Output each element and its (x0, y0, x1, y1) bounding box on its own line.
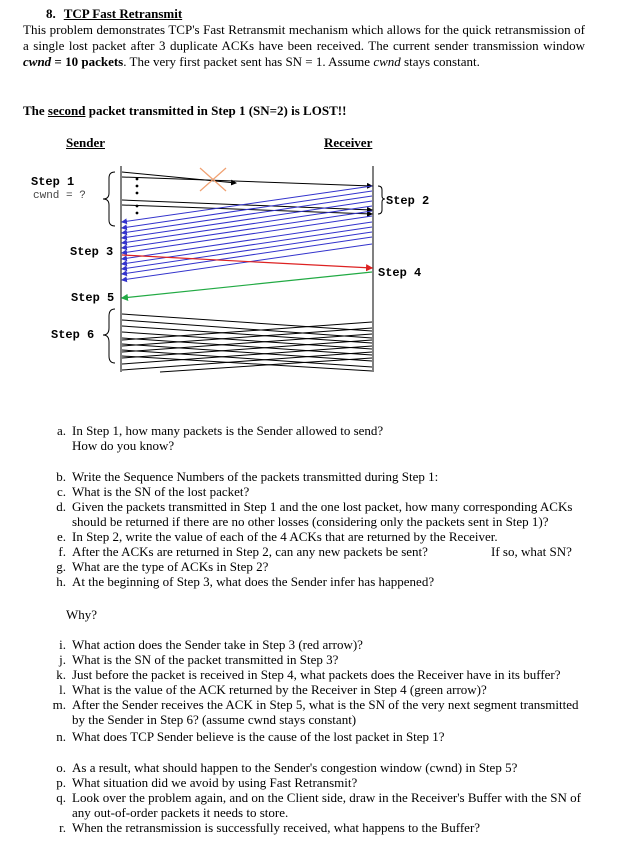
step1-brace (103, 172, 115, 226)
intro-equals: = (51, 54, 66, 69)
q-text: What action does the Sender take in Step 3 (red arrow)? (72, 637, 363, 652)
question-h (40, 574, 600, 589)
intro-cwnd-label: cwnd (23, 54, 52, 69)
q-text: What is the SN of the packet transmitted in Step 3? (72, 652, 339, 667)
q-text: At the beginning of Step 3, what does the Sender infer has happened? (72, 574, 435, 589)
ack-step2-2 (122, 191, 372, 228)
q-letter: m. (52, 697, 66, 712)
why-prompt: Why? (66, 607, 98, 622)
q-letter: q. (56, 790, 66, 805)
intro-cwnd-label-2: cwnd (373, 54, 401, 69)
step2-label: Step 2 (386, 194, 430, 208)
q-letter: r. (59, 820, 66, 835)
q-text: As a result, what should happen to the Sender's congestion window (cwnd) in Step 5? (72, 760, 518, 775)
q-letter: l. (59, 682, 66, 697)
question-r (40, 820, 600, 835)
q-letter: i. (59, 637, 66, 652)
step3-label: Step 3 (70, 245, 114, 259)
q-text: After the ACKs are returned in Step 2, can any new packets be sent? (72, 544, 428, 559)
q-text: When the retransmission is successfully received, what happens to the Buffer? (72, 820, 481, 835)
q-letter: f. (58, 544, 66, 559)
step1-label: Step 1 (31, 175, 75, 189)
step6-label: Step 6 (51, 328, 95, 342)
q-text: What situation did we avoid by using Fast Retransmit? (72, 775, 358, 790)
q-text: In Step 1, how many packets is the Sender allowed to send? (72, 423, 384, 438)
question-g (40, 559, 600, 574)
question-p (40, 775, 600, 790)
question-f-right: If so, what SN? (491, 544, 572, 559)
ack-green-arrow (122, 272, 372, 298)
q-letter: g. (56, 559, 66, 574)
packet-step1-2 (122, 177, 372, 186)
sender-label: Sender (66, 135, 105, 150)
q-text-2: How do you know? (72, 438, 175, 453)
step4-label: Step 4 (378, 266, 422, 280)
q-text: After the Sender receives the ACK in Step 5, what is the SN of the very next segment transmitted by the Sender in Step 6? (assume cwnd stays constant) (72, 697, 579, 727)
lost-second: second (47, 103, 86, 118)
question-o (40, 760, 600, 775)
question-n (40, 729, 600, 744)
receiver-label: Receiver (324, 135, 373, 150)
q-letter: o. (56, 760, 66, 775)
question-i (40, 637, 600, 652)
lost-post: packet transmitted in Step 1 (SN=2) is LOST!! (85, 103, 347, 118)
question-k (40, 667, 600, 682)
question-l (40, 682, 600, 697)
dot-2 (136, 185, 139, 188)
q-letter: p. (56, 775, 66, 790)
cwnd-annotation: cwnd = ? (33, 190, 86, 202)
q-letter: k. (56, 667, 66, 682)
ack-step2-7 (122, 216, 372, 253)
q-text: What is the SN of the lost packet? (72, 484, 250, 499)
question-e (40, 529, 600, 544)
question-d (40, 499, 600, 529)
q-text: What does TCP Sender believe is the cause of the lost packet in Step 1? (72, 729, 445, 744)
question-c (40, 484, 600, 499)
dot-1 (136, 178, 139, 181)
step5-label: Step 5 (71, 291, 115, 305)
question-j (40, 652, 600, 667)
q-text: What is the value of the ACK returned by the Receiver in Step 4 (green arrow)? (72, 682, 487, 697)
question-b (40, 469, 600, 484)
lost-pre: The (23, 103, 48, 118)
dot-4 (136, 205, 139, 208)
q-letter: e. (56, 529, 66, 544)
retransmit-arrow (122, 255, 372, 268)
q-text: In Step 2, write the value of each of the 4 ACKs that are returned by the Receiver. (72, 529, 498, 544)
q-letter: h. (56, 574, 66, 589)
question-m (40, 697, 600, 727)
q-letter: d. (56, 499, 66, 514)
q-letter: a. (56, 423, 66, 438)
q-text: Look over the problem again, and on the Client side, draw in the Receiver's Buffer with the SN of any out-of-order packets it needs to store. (72, 790, 581, 820)
dot-3 (136, 192, 139, 195)
q-letter: n. (56, 729, 66, 744)
intro-text-4: stays constant. (400, 54, 480, 69)
step2-brace (378, 186, 385, 214)
q-letter: b. (56, 469, 66, 484)
question-q (40, 790, 600, 820)
q-text: Just before the packet is received in Step 4, what packets does the Receiver have in its buffer? (72, 667, 561, 682)
q-text: Given the packets transmitted in Step 1 and the one lost packet, how many corresponding ACKs should be returned if there are no other losses (considering only the packets sent in Step 1)? (72, 499, 573, 529)
problem-title: TCP Fast Retransmit (63, 6, 183, 21)
problem-number: 8. (46, 6, 56, 21)
question-a (40, 423, 600, 453)
step6-brace (103, 309, 115, 363)
q-letter: c. (56, 484, 66, 499)
dot-5 (136, 212, 139, 215)
intro-cwnd-value: 10 packets (65, 54, 124, 69)
q-letter: j. (59, 652, 66, 667)
intro-text-1: This problem demonstrates TCP's Fast Retransmit mechanism which allows for the quick retransmission of a single lost packet after 3 duplicate ACKs have been received. The current sender transmission window (23, 22, 585, 53)
q-text: Write the Sequence Numbers of the packets transmitted during Step 1: (72, 469, 439, 484)
intro-text-3: . The very first packet sent has SN = 1. Assume (123, 54, 374, 69)
q-text: What are the type of ACKs in Step 2? (72, 559, 269, 574)
